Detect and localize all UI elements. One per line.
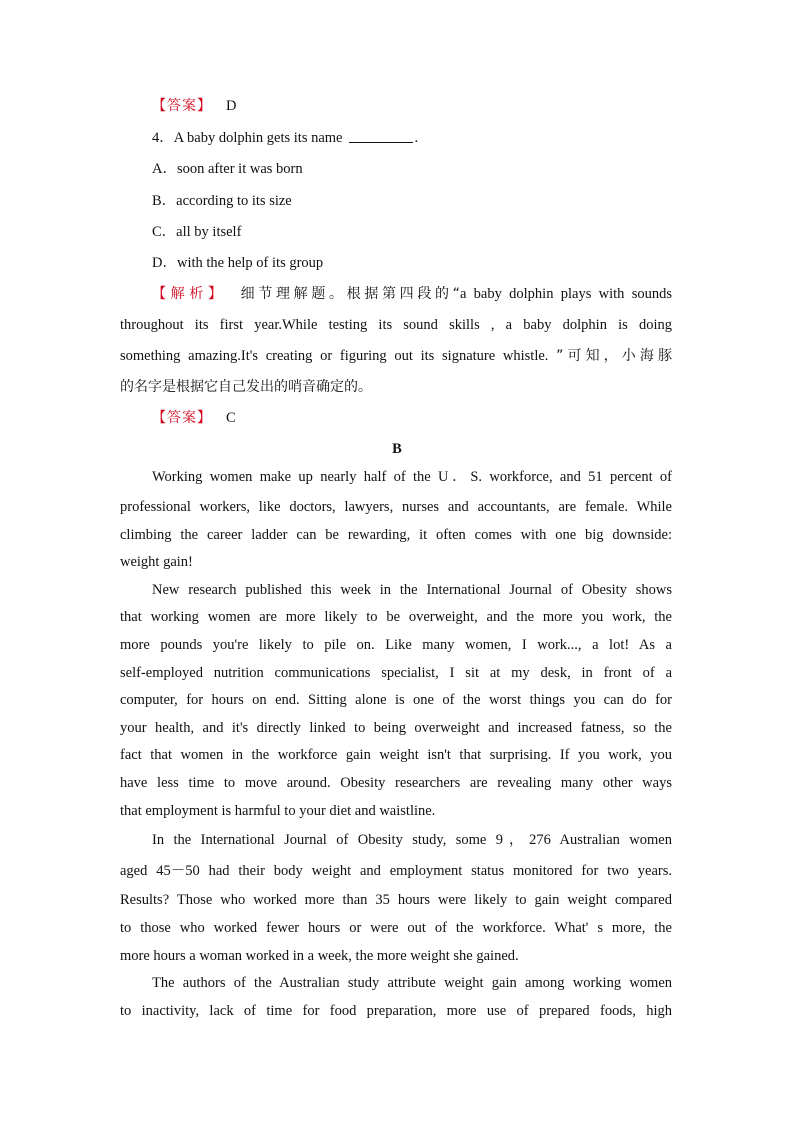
analysis-line-2: throughout its first year.While testing its sound skills , a baby dolphin is doing: [120, 317, 672, 333]
question-stem: [152, 128, 672, 148]
passage-line: that employment is harmful to your diet and waistline.: [120, 803, 436, 819]
passage-line: weight gain!: [120, 554, 193, 570]
passage-line: to those who worked fewer hours or were out of the workforce. What' s more, the: [120, 920, 672, 936]
answer-tag: 【答案】: [152, 98, 212, 114]
option-b: B．according to its size: [152, 193, 292, 209]
passage-line: have less time to move around. Obesity researchers are revealing many other ways: [120, 775, 672, 791]
analysis-en-text: something amazing.It's creating or figuring out its signature whistle.: [120, 348, 557, 364]
analysis-cn-text: ”可知，小海豚: [556, 348, 672, 364]
answer-value: D: [226, 98, 237, 114]
passage-line: self-employed nutrition communications specialist, I sit at my desk, in front of a: [120, 665, 672, 681]
answer-line-prev: [152, 96, 672, 116]
passage-line: fact that women in the workforce gain weight isn't that surprising. If you work, you: [120, 747, 672, 763]
passage-line: In the International Journal of Obesity study, some 9，276 Australian women: [152, 832, 672, 848]
answer-blank: [349, 128, 413, 143]
answer-tag: 【答案】: [152, 410, 212, 426]
passage-line: your health, and it's directly linked to being overweight and increased fatness, so the: [120, 720, 672, 736]
analysis-cn-text: 细节理解题。根据第四段的“: [240, 286, 460, 302]
answer-line-q4: [152, 408, 672, 428]
question-text: 4．A baby dolphin gets its name: [152, 130, 343, 146]
passage-line: computer, for hours on end. Sitting alone is one of the worst things you can do for: [120, 692, 672, 708]
analysis-tag: 【解析】: [152, 286, 227, 302]
analysis-line-3: [120, 346, 672, 366]
passage-line: aged 45－50 had their body weight and employment status monitored for two years.: [120, 863, 672, 879]
passage-line: more pounds you're likely to pile on. Like many women, I work..., a lot! As a: [120, 637, 672, 653]
passage-line: Working women make up nearly half of the U．S. workforce, and 51 percent of: [152, 469, 672, 485]
passage-line: that working women are more likely to be overweight, and the more you work, the: [120, 609, 672, 625]
passage-line: The authors of the Australian study attribute weight gain among working women: [152, 975, 672, 991]
analysis-line-1: [152, 284, 672, 304]
option-c: C．all by itself: [152, 224, 242, 240]
analysis-line-4: 的名字是根据它自己发出的哨音确定的。: [120, 379, 372, 395]
passage-line: Results? Those who worked more than 35 hours were likely to gain weight compared: [120, 892, 672, 908]
passage-line: more hours a woman worked in a week, the more weight she gained.: [120, 948, 519, 964]
passage-line: to inactivity, lack of time for food preparation, more use of prepared foods, high: [120, 1003, 672, 1019]
analysis-en-text: a baby dolphin plays with sounds: [459, 286, 672, 302]
passage-line: New research published this week in the International Journal of Obesity shows: [152, 582, 672, 598]
question-period: .: [414, 130, 419, 146]
option-d: D．with the help of its group: [152, 255, 324, 271]
section-title: B: [392, 441, 402, 457]
answer-value: C: [226, 410, 236, 426]
passage-line: professional workers, like doctors, lawyers, nurses and accountants, are female. While: [120, 499, 672, 515]
passage-line: climbing the career ladder can be rewarding, it often comes with one big downside:: [120, 527, 672, 543]
option-a: A．soon after it was born: [152, 161, 303, 177]
